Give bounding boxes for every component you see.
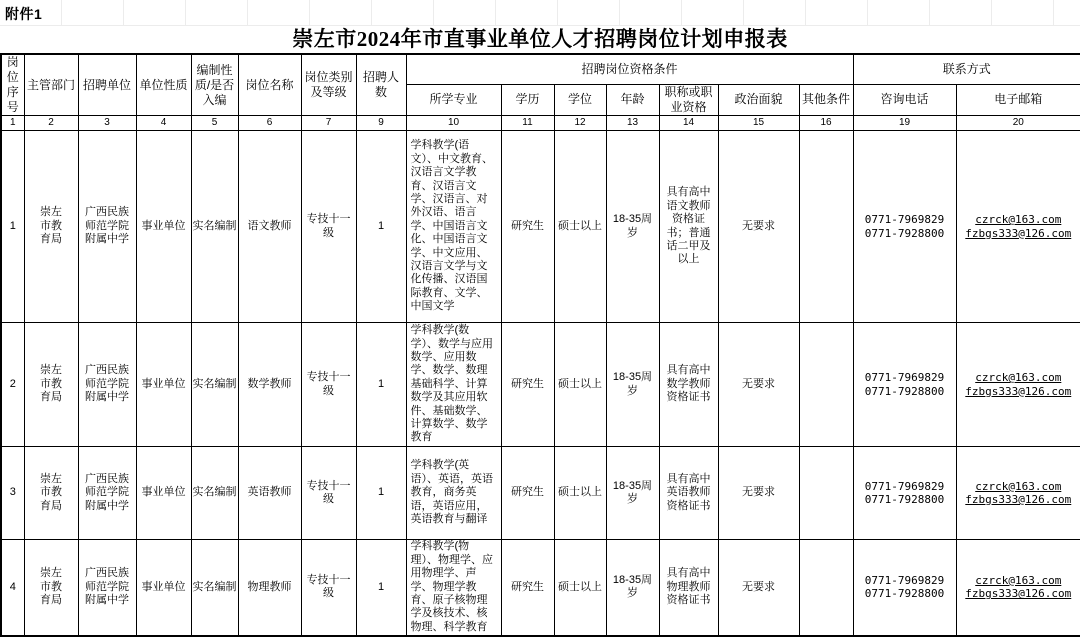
cell-email [956, 131, 1080, 323]
col-header-recruit-count: 招聘人数 [356, 54, 406, 116]
cell-seq-number: 2 [1, 323, 24, 447]
column-number: 2 [24, 116, 78, 131]
column-number: 4 [136, 116, 191, 131]
column-number: 5 [191, 116, 238, 131]
cell-recruiting-unit: 广西民族师范学院附属中学 [78, 447, 136, 540]
cell-recruit-count: 1 [356, 447, 406, 540]
cell-majors: 学科教学(语文）、中文教育、汉语言文学教育、汉语言文学、汉语言、对外汉语、语言学、中国语言文化、中国语言文学、中文应用、汉语言文学与文化传播、汉语国际教育、文学、中国文学 [406, 131, 501, 323]
cell-seq-number: 3 [1, 447, 24, 540]
column-number: 20 [956, 116, 1080, 131]
phone-number: 0771-7969829 [864, 213, 945, 227]
column-number: 15 [718, 116, 799, 131]
column-number: 19 [853, 116, 956, 131]
cell-email [956, 323, 1080, 447]
cell-credential: 具有高中英语教师资格证书 [659, 447, 718, 540]
column-number: 11 [501, 116, 554, 131]
cell-email [956, 447, 1080, 540]
col-group-qualification: 招聘岗位资格条件 [406, 54, 853, 84]
header-row-groups [1, 54, 1080, 84]
col-header-position-name: 岗位名称 [238, 54, 301, 116]
phone-number: 0771-7928800 [864, 226, 945, 240]
email-link[interactable]: czrck@163.com [975, 573, 1062, 587]
cell-recruit-count: 1 [356, 323, 406, 447]
phone-number: 0771-7928800 [864, 384, 945, 398]
cell-unit-type: 事业单位 [136, 447, 191, 540]
cell-position-name: 数学教师 [238, 323, 301, 447]
cell-majors: 学科教学(数学）、数学与应用数学、应用数学、数学、数理基础科学、计算数学及其应用软件、基础数学、计算数学、数学教育 [406, 323, 501, 447]
cell-political-status: 无要求 [718, 540, 799, 636]
cell-recruiting-unit: 广西民族师范学院附属中学 [78, 323, 136, 447]
col-header-phone: 咨询电话 [853, 84, 956, 115]
phone-number: 0771-7928800 [864, 493, 945, 506]
cell-unit-type: 事业单位 [136, 540, 191, 636]
cell-education: 研究生 [501, 540, 554, 636]
column-number-row [1, 116, 1080, 131]
col-header-establishment: 编制性质/是否入编 [191, 54, 238, 116]
cell-position-category: 专技十一级 [301, 323, 356, 447]
cell-recruit-count: 1 [356, 131, 406, 323]
col-header-education: 学历 [501, 84, 554, 115]
col-header-unit-type: 单位性质 [136, 54, 191, 116]
cell-phone [853, 323, 956, 447]
cell-email [956, 540, 1080, 636]
cell-other-conditions [799, 131, 853, 323]
phone-number: 0771-7969829 [864, 573, 945, 587]
cell-position-name: 物理教师 [238, 540, 301, 636]
cell-unit-type: 事业单位 [136, 131, 191, 323]
col-header-majors: 所学专业 [406, 84, 501, 115]
cell-position-category: 专技十一级 [301, 540, 356, 636]
col-header-department: 主管部门 [24, 54, 78, 116]
table-row [1, 323, 1080, 447]
cell-age: 18-35周岁 [606, 447, 659, 540]
cell-credential: 具有高中语文教师资格证书；普通话二甲及以上 [659, 131, 718, 323]
cell-phone [853, 131, 956, 323]
cell-age: 18-35周岁 [606, 540, 659, 636]
phone-number: 0771-7969829 [864, 371, 945, 385]
cell-recruiting-unit: 广西民族师范学院附属中学 [78, 131, 136, 323]
cell-other-conditions [799, 323, 853, 447]
cell-supervising-department: 崇左市教育局 [24, 323, 78, 447]
col-header-position-category: 岗位类别及等级 [301, 54, 356, 116]
attachment-label: 附件1 [5, 6, 43, 22]
cell-education: 研究生 [501, 447, 554, 540]
column-number: 7 [301, 116, 356, 131]
cell-supervising-department: 崇左市教育局 [24, 131, 78, 323]
email-link[interactable]: czrck@163.com [975, 479, 1062, 493]
cell-phone [853, 540, 956, 636]
column-number: 1 [1, 116, 24, 131]
column-number: 12 [554, 116, 606, 131]
cell-seq-number: 1 [1, 131, 24, 323]
email-link[interactable]: fzbgs333@126.com [965, 384, 1072, 398]
cell-majors: 学科教学(物理）、物理学、应用物理学、声学、物理学教育、原子核物理学及核技术、核物理、科学教育 [406, 540, 501, 636]
col-header-age: 年龄 [606, 84, 659, 115]
column-number: 6 [238, 116, 301, 131]
cell-age: 18-35周岁 [606, 131, 659, 323]
cell-establishment-type: 实名编制 [191, 540, 238, 636]
spreadsheet-grid-strip [0, 0, 1080, 26]
col-header-seq: 岗位序号 [1, 54, 24, 116]
cell-position-category: 专技十一级 [301, 131, 356, 323]
table-row [1, 540, 1080, 636]
cell-supervising-department: 崇左市教育局 [24, 447, 78, 540]
cell-political-status: 无要求 [718, 447, 799, 540]
column-number: 9 [356, 116, 406, 131]
column-number: 3 [78, 116, 136, 131]
cell-establishment-type: 实名编制 [191, 447, 238, 540]
email-link[interactable]: fzbgs333@126.com [965, 226, 1072, 240]
cell-credential: 具有高中物理教师资格证书 [659, 540, 718, 636]
email-link[interactable]: fzbgs333@126.com [965, 587, 1072, 601]
email-link[interactable]: czrck@163.com [975, 213, 1062, 227]
cell-education: 研究生 [501, 131, 554, 323]
cell-other-conditions [799, 540, 853, 636]
phone-number: 0771-7969829 [864, 479, 945, 493]
cell-degree: 硕士以上 [554, 131, 606, 323]
page-title: 崇左市2024年市直事业单位人才招聘岗位计划申报表 [292, 27, 788, 51]
col-header-political: 政治面貌 [718, 84, 799, 115]
cell-phone [853, 447, 956, 540]
cell-establishment-type: 实名编制 [191, 131, 238, 323]
cell-position-name: 英语教师 [238, 447, 301, 540]
table-body [1, 131, 1080, 636]
email-link[interactable]: czrck@163.com [975, 371, 1062, 385]
col-header-degree: 学位 [554, 84, 606, 115]
cell-credential: 具有高中数学教师资格证书 [659, 323, 718, 447]
col-header-credential: 职称或职业资格 [659, 84, 718, 115]
column-number: 14 [659, 116, 718, 131]
column-number: 16 [799, 116, 853, 131]
cell-unit-type: 事业单位 [136, 323, 191, 447]
cell-education: 研究生 [501, 323, 554, 447]
cell-political-status: 无要求 [718, 323, 799, 447]
table-row [1, 131, 1080, 323]
column-number: 10 [406, 116, 501, 131]
cell-degree: 硕士以上 [554, 447, 606, 540]
table-row [1, 447, 1080, 540]
cell-recruiting-unit: 广西民族师范学院附属中学 [78, 540, 136, 636]
cell-position-category: 专技十一级 [301, 447, 356, 540]
recruitment-table [0, 53, 1080, 637]
cell-political-status: 无要求 [718, 131, 799, 323]
cell-position-name: 语文教师 [238, 131, 301, 323]
cell-recruit-count: 1 [356, 540, 406, 636]
cell-establishment-type: 实名编制 [191, 323, 238, 447]
cell-degree: 硕士以上 [554, 540, 606, 636]
cell-age: 18-35周岁 [606, 323, 659, 447]
col-header-other: 其他条件 [799, 84, 853, 115]
cell-supervising-department: 崇左市教育局 [24, 540, 78, 636]
cell-other-conditions [799, 447, 853, 540]
col-group-contact: 联系方式 [853, 54, 1080, 84]
col-header-email: 电子邮箱 [956, 84, 1080, 115]
cell-seq-number: 4 [1, 540, 24, 636]
phone-number: 0771-7928800 [864, 587, 945, 601]
email-link[interactable]: fzbgs333@126.com [965, 493, 1072, 506]
column-number: 13 [606, 116, 659, 131]
cell-degree: 硕士以上 [554, 323, 606, 447]
cell-majors: 学科教学(英语）、英语，英语教育，商务英语，英语应用，英语教育与翻译 [406, 447, 501, 540]
col-header-recruiting-unit: 招聘单位 [78, 54, 136, 116]
